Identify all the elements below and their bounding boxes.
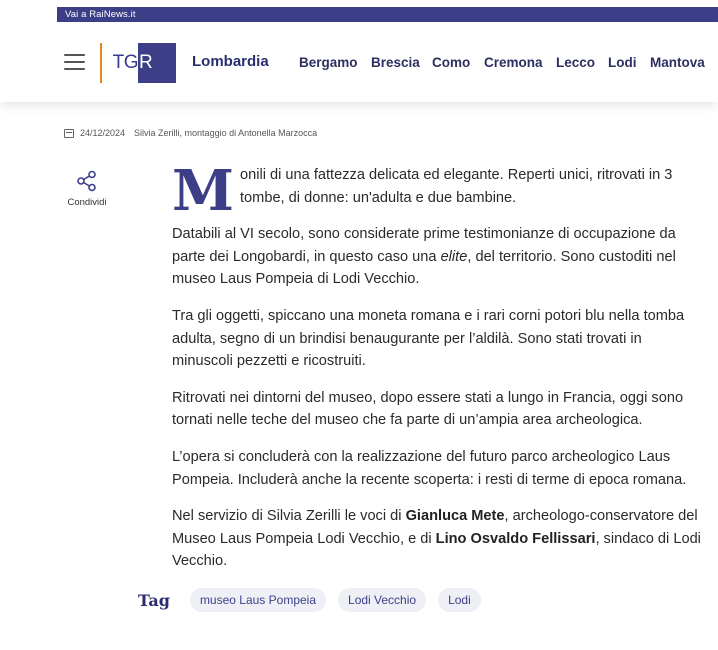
paragraph-4: Ritrovati nei dintorni del museo, dopo essere stati a lungo in Francia, oggi sono tornati nelle teche del museo che fa parte di un’ampia area archeologica. xyxy=(172,389,684,429)
nav-item-como[interactable]: Como xyxy=(432,55,471,70)
person-lino-fellissari: Lino Osvaldo Fellissari xyxy=(435,530,596,547)
nav-item-brescia[interactable]: Brescia xyxy=(371,55,420,70)
drop-cap: M xyxy=(172,158,234,224)
share-label: Condividi xyxy=(67,197,107,208)
region-title[interactable]: Lombardia xyxy=(192,53,269,70)
nav-item-mantova[interactable]: Mantova xyxy=(650,55,705,70)
nav-item-bergamo[interactable]: Bergamo xyxy=(299,55,358,70)
menu-icon[interactable] xyxy=(64,53,86,71)
share-icon xyxy=(76,170,98,192)
calendar-icon xyxy=(64,129,74,138)
share-button[interactable] xyxy=(64,170,110,208)
site-header xyxy=(0,22,718,102)
author-credit: Silvia Zerilli, montaggio di Antonella Marzocca xyxy=(134,128,318,138)
nav-item-lodi[interactable]: Lodi xyxy=(608,55,637,70)
publish-date: 24/12/2024 xyxy=(80,128,126,138)
paragraph-5: L’opera si concluderà con la realizzazione del futuro parco archeologico Laus Pompeia. Includerà anche la recente scoperta: i resti di terme di epoca romana. xyxy=(172,448,687,488)
rainews-link[interactable]: Vai a RaiNews.it xyxy=(65,9,136,20)
nav-item-cremona[interactable]: Cremona xyxy=(484,55,543,70)
nav-item-lecco[interactable]: Lecco xyxy=(556,55,596,70)
tags-label: Tag xyxy=(138,590,170,610)
paragraph-1: Monili di una fattezza delicata ed elegante. Reperti unici, ritrovati in 3 tombe, di donne: un'adulta e due bambine. xyxy=(172,158,673,224)
paragraph-2: Databili al VI secolo, sono considerate prime testimonianze di occupazione da parte dei Longobardi, in questo caso una elite, del territorio. Sono custoditi nel museo Laus Pompeia di Lodi Vecchio. xyxy=(172,226,676,288)
top-bar xyxy=(57,7,718,22)
tag-lodi[interactable]: Lodi xyxy=(438,588,481,612)
tags-section xyxy=(138,588,493,612)
paragraph-3: Tra gli oggetti, spiccano una moneta romana e i rari corni potori blu nella tomba adulta, segno di un brindisi benaugurante per l’aldilà. Sono stati trovati in minuscoli pezzetti e ricostruiti. xyxy=(172,307,685,370)
paragraph-6: Nel servizio di Silvia Zerilli le voci di Gianluca Mete, archeologo-conservatore del Museo Laus Pompeia Lodi Vecchio, e di Lino Osvaldo Fellissari, sindaco di Lodi Vecchio. xyxy=(172,508,701,570)
tag-lodi-vecchio[interactable]: Lodi Vecchio xyxy=(338,588,426,612)
tgr-logo[interactable] xyxy=(100,43,176,83)
article-body xyxy=(172,158,704,587)
article-meta xyxy=(64,128,317,138)
logo-text-right: R xyxy=(138,43,176,83)
person-gianluca-mete: Gianluca Mete xyxy=(405,508,505,525)
logo-text-left: TG xyxy=(102,43,138,83)
tag-museo-laus-pompeia[interactable]: museo Laus Pompeia xyxy=(190,588,326,612)
